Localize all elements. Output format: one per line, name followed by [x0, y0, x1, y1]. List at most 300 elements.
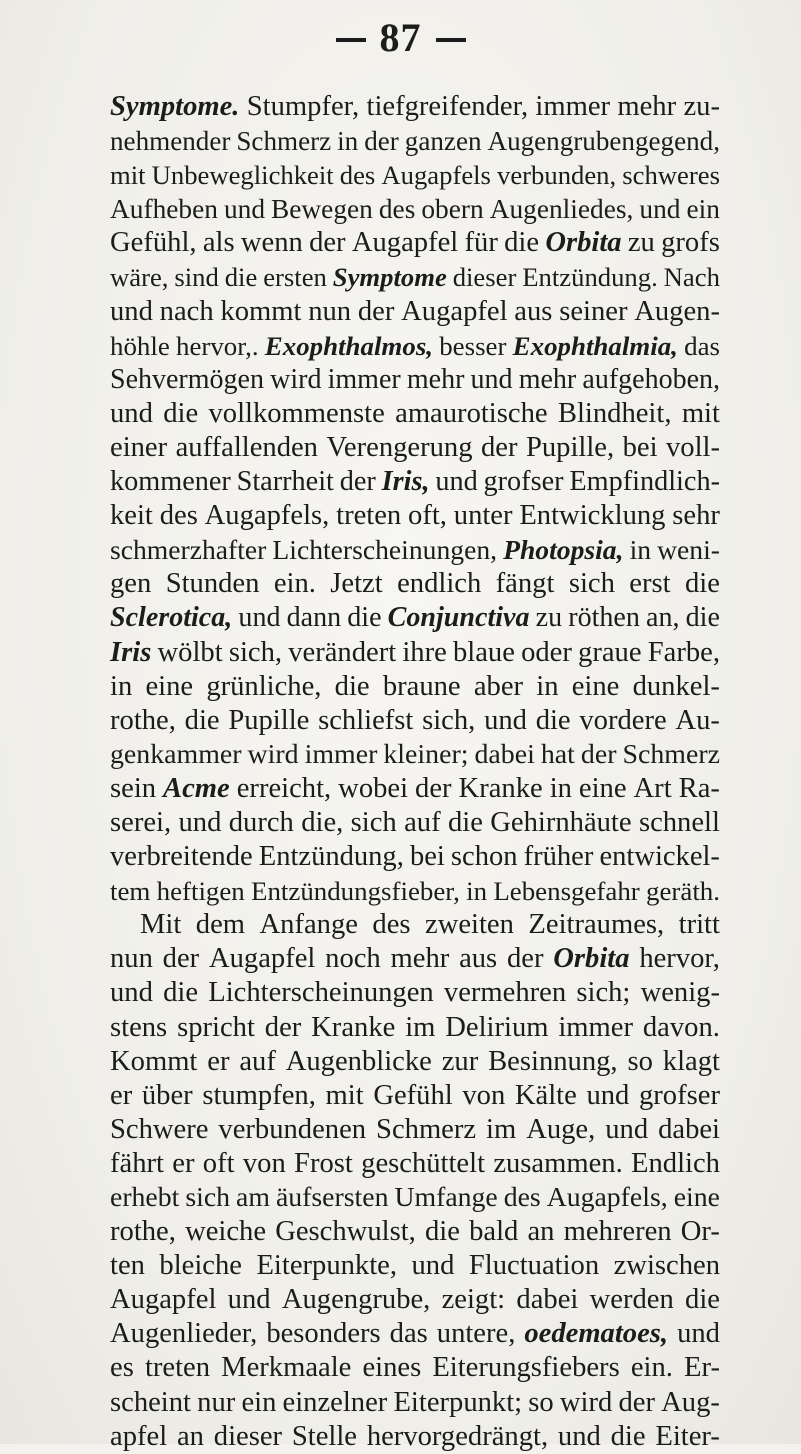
- word: im: [405, 1011, 436, 1043]
- word: Sehvermögen: [110, 363, 264, 395]
- word: mehreren: [563, 1216, 672, 1248]
- word: die: [535, 704, 571, 736]
- word: und: [223, 194, 265, 225]
- word: auf: [239, 1045, 276, 1077]
- word: Lichterscheinungen: [208, 977, 434, 1009]
- word: grofs: [661, 227, 720, 259]
- word: höhle: [110, 330, 170, 361]
- text-line: [110, 260, 720, 294]
- word: wenig-: [640, 977, 720, 1009]
- word: mehr: [406, 363, 465, 395]
- word: amaurotische: [395, 397, 548, 429]
- word: graue: [578, 636, 642, 668]
- word: stens: [110, 1011, 168, 1043]
- word: Stunden: [165, 568, 260, 600]
- word: schon: [450, 841, 518, 873]
- word: mehr: [390, 943, 450, 975]
- word: dem: [195, 909, 246, 941]
- word: genkammer: [110, 738, 242, 770]
- word: Eiterpunkt;: [393, 1386, 523, 1418]
- word: Gefühl: [373, 1079, 453, 1111]
- word: eines: [362, 1352, 422, 1384]
- text-line: [110, 704, 720, 738]
- word: und: [411, 1250, 455, 1282]
- word: Er-: [684, 1352, 720, 1384]
- text-line: [110, 1283, 720, 1317]
- text-line: [110, 90, 720, 124]
- text-line: [110, 533, 720, 567]
- word: Eiter-: [655, 1420, 720, 1452]
- word: Augapfel: [110, 1284, 217, 1316]
- word: am: [236, 1182, 270, 1213]
- word: und: [484, 704, 527, 736]
- page-number: 87: [379, 15, 422, 60]
- word: Pupille,: [525, 431, 615, 463]
- word: wenn: [240, 227, 303, 259]
- text-line: [110, 329, 720, 363]
- word: schnell: [638, 806, 720, 838]
- word: entwickel-: [599, 841, 720, 873]
- text-line: [110, 1386, 720, 1420]
- word: kleiner;: [383, 738, 469, 770]
- word: aus: [459, 943, 498, 975]
- word: auffallenden: [175, 431, 318, 463]
- word: Bewegen: [271, 194, 373, 225]
- word: Augapfel: [351, 227, 459, 259]
- italic-term: Symptome.: [110, 91, 240, 122]
- word: des: [378, 194, 416, 225]
- word: und: [178, 806, 222, 838]
- word: Schmerz: [622, 738, 720, 770]
- word: einzelner: [282, 1386, 388, 1418]
- word: dieser: [213, 1420, 283, 1452]
- text-line: [110, 908, 720, 942]
- word: Besinnung,: [488, 1045, 618, 1077]
- word: mehr: [617, 91, 677, 122]
- word: in: [549, 772, 572, 804]
- word: dabei: [516, 1284, 579, 1316]
- word: geschüttelt: [361, 1147, 486, 1179]
- word: fährt: [110, 1147, 164, 1179]
- word: hervor,.: [175, 330, 259, 361]
- word: kommt: [220, 295, 302, 327]
- italic-term: Photopsia,: [503, 534, 624, 566]
- word: unter: [453, 500, 513, 532]
- word: Farbe,: [647, 636, 720, 668]
- word: keit: [110, 500, 153, 532]
- word: verbundenen: [218, 1113, 367, 1145]
- word: einer: [110, 431, 168, 463]
- word: Aufheben: [110, 194, 218, 225]
- word: und: [586, 1079, 630, 1111]
- text-line: [110, 601, 720, 635]
- word: seiner: [559, 295, 628, 327]
- word: der: [339, 466, 376, 498]
- word: Jetzt: [330, 568, 383, 600]
- word: Fluctuation: [468, 1250, 600, 1282]
- word: obern: [421, 194, 484, 225]
- word: gen: [110, 568, 152, 600]
- text-line: [110, 363, 720, 397]
- text-line: [110, 874, 720, 908]
- word: eine: [571, 670, 620, 702]
- word: Augen-: [634, 295, 720, 327]
- text-line: [110, 1249, 720, 1283]
- word: Augenliedes,: [489, 194, 634, 225]
- text-line: [110, 1215, 720, 1249]
- word: erst: [629, 568, 671, 600]
- word: über: [141, 1079, 193, 1111]
- word: Pupille: [228, 704, 310, 736]
- word: hervor,: [639, 943, 720, 975]
- word: die: [504, 227, 540, 259]
- word: zur: [441, 1045, 479, 1077]
- word: sehr: [672, 500, 720, 532]
- text-line: [110, 738, 720, 772]
- word: die: [347, 602, 382, 634]
- word: oft: [202, 1147, 235, 1179]
- word: Anfange: [259, 909, 358, 941]
- word: der: [506, 943, 544, 975]
- word: Verengerung: [326, 431, 473, 463]
- word: besser: [439, 330, 507, 361]
- word: Eiterpunkte,: [256, 1250, 398, 1282]
- word: die: [224, 262, 258, 293]
- italic-term: Conjunctiva: [387, 602, 530, 634]
- word: der: [357, 295, 395, 327]
- word: davon.: [642, 1011, 720, 1043]
- word: äufsersten: [275, 1182, 389, 1213]
- word: sich;: [576, 977, 631, 1009]
- word: ten: [110, 1250, 145, 1282]
- word: das: [389, 1318, 428, 1350]
- word: das: [684, 330, 720, 361]
- italic-term: Exophthalmos,: [264, 330, 434, 361]
- word: auf: [404, 806, 441, 838]
- text-line: [110, 226, 720, 260]
- word: Gehirnhäute: [490, 806, 632, 838]
- word: schliefst: [318, 704, 414, 736]
- word: dabei: [474, 738, 535, 770]
- text-line: [110, 1420, 720, 1454]
- word: verändert: [288, 636, 397, 668]
- text-line: [110, 1317, 720, 1351]
- word: er: [172, 1147, 195, 1179]
- word: für: [464, 227, 498, 259]
- word: tem: [110, 876, 151, 907]
- word: ein: [686, 194, 720, 225]
- word: Frost: [294, 1147, 353, 1179]
- word: geräth.: [646, 876, 720, 907]
- word: Art: [633, 772, 672, 804]
- word: voll-: [665, 431, 720, 463]
- word: grofser: [638, 1079, 720, 1111]
- word: Augapfels: [381, 160, 491, 191]
- word: in: [629, 534, 652, 566]
- word: des: [159, 500, 198, 532]
- word: die: [334, 670, 370, 702]
- word: und: [238, 602, 281, 634]
- text-line: [110, 158, 720, 192]
- word: die: [610, 1420, 646, 1452]
- word: rothe,: [110, 1216, 176, 1248]
- word: stumpfen,: [202, 1079, 316, 1111]
- word: durch: [228, 806, 294, 838]
- word: Starrheit: [236, 466, 334, 498]
- word: die: [163, 397, 199, 429]
- word: zu: [627, 227, 655, 259]
- word: so: [528, 1386, 554, 1418]
- word: und: [677, 1318, 720, 1350]
- word: spricht: [177, 1011, 255, 1043]
- word: an,: [646, 602, 680, 634]
- word: bei: [622, 431, 658, 463]
- page-number-header: [0, 15, 801, 60]
- italic-term: Iris,: [381, 466, 430, 498]
- word: wäre,: [110, 262, 169, 293]
- word: Blindheit,: [557, 397, 672, 429]
- word: er: [207, 1045, 230, 1077]
- word: der: [415, 772, 452, 804]
- word: blaue: [452, 636, 515, 668]
- word: Entwicklung: [519, 500, 666, 532]
- word: bald: [469, 1216, 519, 1248]
- word: immer: [535, 91, 611, 122]
- word: Kälte: [514, 1079, 577, 1111]
- word: ein.: [630, 1352, 673, 1384]
- word: sein: [110, 772, 157, 804]
- word: untere,: [436, 1318, 516, 1350]
- word: ersten: [263, 262, 327, 293]
- word: Auge,: [526, 1113, 596, 1145]
- word: heftigen: [156, 876, 245, 907]
- word: und: [110, 977, 153, 1009]
- word: kommener: [110, 466, 231, 498]
- word: die: [685, 1284, 720, 1316]
- word: hat: [540, 738, 575, 770]
- word: so: [627, 1045, 653, 1077]
- text-line: [110, 397, 720, 431]
- word: bei: [409, 841, 445, 873]
- italic-term: Orbita: [553, 943, 630, 975]
- italic-term: Iris: [110, 636, 152, 668]
- word: Stumpfer,: [246, 91, 360, 122]
- text-line: [110, 567, 720, 601]
- word: oder: [521, 636, 572, 668]
- word: treten: [144, 1352, 211, 1384]
- text-line: [110, 806, 720, 840]
- word: mit: [110, 160, 146, 191]
- word: in: [110, 670, 133, 702]
- word: apfel: [110, 1420, 168, 1452]
- word: und: [639, 194, 681, 225]
- word: Entzündung,: [258, 841, 404, 873]
- word: zeigt:: [441, 1284, 506, 1316]
- word: mit: [681, 397, 720, 429]
- word: immer: [327, 363, 401, 395]
- word: er: [110, 1079, 133, 1111]
- word: klagt: [662, 1045, 720, 1077]
- word: Entzündungsfieber,: [251, 876, 460, 907]
- word: braune: [382, 670, 461, 702]
- word: Augenblicke: [285, 1045, 432, 1077]
- word: Aug-: [661, 1386, 720, 1418]
- word: in: [466, 876, 488, 907]
- word: früher: [523, 841, 594, 873]
- text-line: [110, 1113, 720, 1147]
- text-line: [110, 465, 720, 499]
- word: Schwere: [110, 1113, 209, 1145]
- header-dash-right: [436, 38, 466, 42]
- word: im: [486, 1113, 517, 1145]
- word: Kranke: [311, 1011, 396, 1043]
- word: die: [684, 568, 720, 600]
- word: vordere: [579, 704, 667, 736]
- word: verbunden,: [497, 160, 617, 191]
- word: erhebt: [110, 1182, 180, 1213]
- word: die: [163, 977, 199, 1009]
- word: Unbeweglichkeit: [151, 160, 334, 191]
- italic-term: Acme: [163, 772, 230, 804]
- word: Augengrubengegend,: [487, 126, 720, 157]
- text-line: [110, 976, 720, 1010]
- word: zwischen: [613, 1250, 720, 1282]
- text-line: [110, 124, 720, 158]
- word: fängt: [495, 568, 555, 600]
- word: eine: [673, 1182, 720, 1213]
- word: Au-: [675, 704, 720, 736]
- word: Kranke: [458, 772, 543, 804]
- word: und: [605, 1113, 649, 1145]
- word: eine: [145, 670, 194, 702]
- word: sich,: [422, 704, 476, 736]
- italic-term: oedematoes,: [524, 1318, 669, 1350]
- word: zu-: [683, 91, 720, 122]
- word: mit: [325, 1079, 364, 1111]
- word: wird: [559, 1386, 613, 1418]
- word: es: [110, 1352, 134, 1384]
- word: besonders: [266, 1318, 381, 1350]
- word: tiefgreifender,: [366, 91, 529, 122]
- word: Augenlieder,: [110, 1318, 258, 1350]
- word: dann: [286, 602, 342, 634]
- text-line: [110, 499, 720, 533]
- text-line: [110, 1011, 720, 1045]
- word: tritt: [678, 909, 720, 941]
- word: Empfindlich-: [569, 466, 720, 498]
- word: die: [447, 806, 483, 838]
- word: Or-: [680, 1216, 720, 1248]
- word: sich: [350, 806, 397, 838]
- word: grofser: [483, 466, 564, 498]
- word: vollkommenste: [208, 397, 385, 429]
- word: die: [184, 704, 220, 736]
- word: der: [264, 1011, 302, 1043]
- word: sich: [185, 1182, 231, 1213]
- italic-term: Symptome: [332, 262, 447, 293]
- word: oft,: [408, 500, 447, 532]
- text-line: [110, 431, 720, 465]
- italic-term: Sclerotica,: [110, 602, 233, 634]
- word: von: [242, 1147, 286, 1179]
- word: der: [309, 227, 346, 259]
- word: verbreitende: [110, 841, 253, 873]
- text-line: [110, 1079, 720, 1113]
- italic-term: Orbita: [545, 227, 622, 259]
- word: Augengrube,: [281, 1284, 431, 1316]
- text-line: [110, 1147, 720, 1181]
- word: Mit: [140, 909, 182, 941]
- word: wobei: [338, 772, 409, 804]
- word: von: [462, 1079, 506, 1111]
- word: Augapfels,: [204, 500, 330, 532]
- word: und: [110, 397, 153, 429]
- word: erreicht,: [236, 772, 332, 804]
- word: der: [480, 431, 518, 463]
- word: werden: [589, 1284, 674, 1316]
- italic-term: Exophthalmia,: [512, 330, 678, 361]
- word: wird: [247, 738, 299, 770]
- word: die,: [301, 806, 344, 838]
- word: des: [339, 160, 376, 191]
- word: Ra-: [678, 772, 720, 804]
- word: zusammen.: [493, 1147, 623, 1179]
- word: sind: [174, 262, 219, 293]
- word: Lichterscheinungen,: [272, 534, 498, 566]
- word: Eiterungsfiebers: [432, 1352, 620, 1384]
- word: ihre: [402, 636, 447, 668]
- word: dabei: [658, 1113, 720, 1145]
- word: ein: [241, 1386, 277, 1418]
- word: an: [176, 1420, 204, 1452]
- word: Delirium: [445, 1011, 549, 1043]
- word: sich: [568, 568, 615, 600]
- word: des: [503, 1182, 541, 1213]
- word: Schmerz: [236, 126, 332, 157]
- word: Umfange: [394, 1182, 498, 1213]
- word: zweiten: [425, 909, 514, 941]
- word: hervorgedrängt,: [366, 1420, 549, 1452]
- word: und: [227, 1284, 271, 1316]
- word: Zeitraumes,: [528, 909, 665, 941]
- word: immer: [304, 738, 378, 770]
- text-line: [110, 192, 720, 226]
- word: ein.: [273, 568, 316, 600]
- text-line: [110, 772, 720, 806]
- word: vermehren: [443, 977, 567, 1009]
- word: weni-: [657, 534, 720, 566]
- word: noch: [325, 943, 381, 975]
- word: als: [202, 227, 235, 259]
- word: weiche: [185, 1216, 267, 1248]
- word: Schmerz: [376, 1113, 477, 1145]
- word: immer: [558, 1011, 633, 1043]
- word: die: [685, 602, 720, 634]
- word: schmerzhafter: [110, 534, 267, 566]
- word: nach: [159, 295, 214, 327]
- text-line: [110, 942, 720, 976]
- word: dunkel-: [632, 670, 720, 702]
- word: Augapfels,: [546, 1182, 668, 1213]
- word: und: [435, 466, 478, 498]
- word: Lebensgefahr: [493, 876, 640, 907]
- text-line: [110, 670, 720, 704]
- word: Stelle: [291, 1420, 357, 1452]
- word: ganzen: [404, 126, 482, 157]
- word: nun: [110, 943, 153, 975]
- word: dieser: [452, 262, 517, 293]
- text-line: [110, 636, 720, 670]
